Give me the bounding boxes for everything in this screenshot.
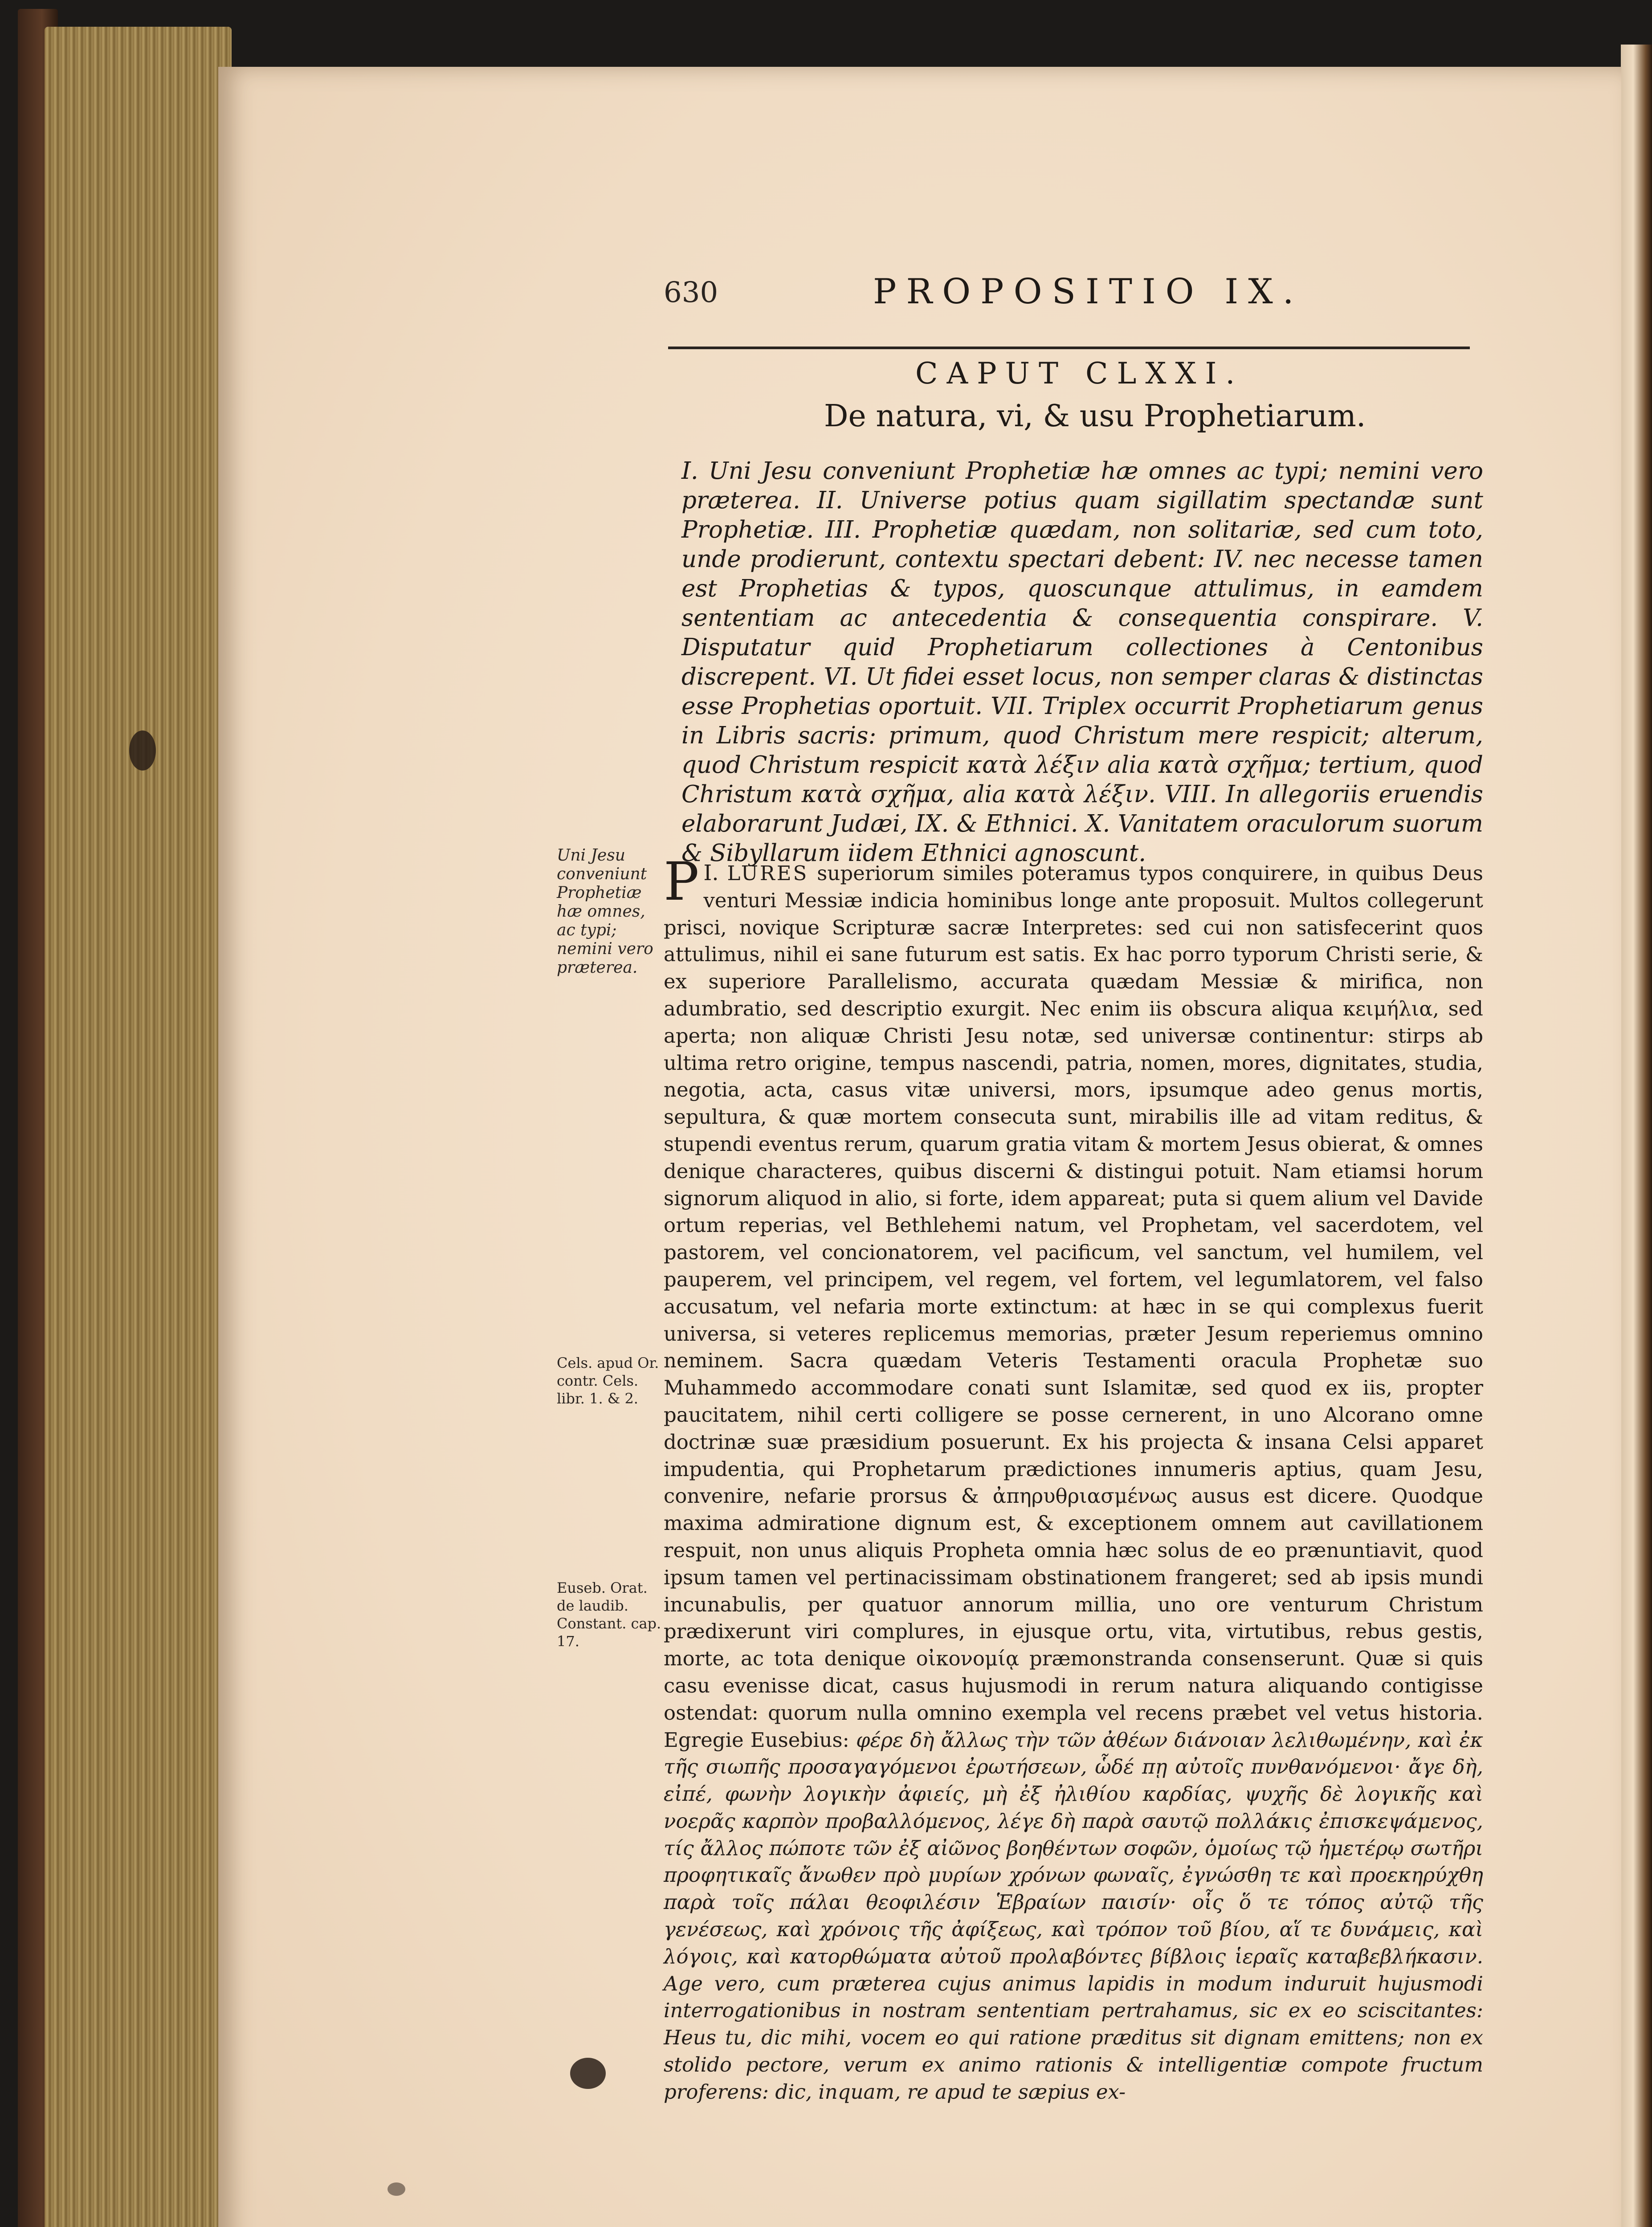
- running-title: PROPOSITIO IX.: [873, 272, 1304, 312]
- body-text: [664, 851, 1483, 2106]
- lead-word: LURES: [727, 861, 809, 885]
- chapter-summary: I. Uni Jesu conveniunt Prophetiæ hæ omnes ac typi; nemini vero præterea. II. Universe potius quam sigillatim spectandæ sunt Prophetiæ. III. Prophetiæ quædam, non solitariæ, sed cum toto, unde prodierunt, contextu spectari debent: IV. nec necesse tamen est Prophetias & typos, quoscunque attulimus, in eamdem sententiam ac antecedentia & consequentia conspirare. V. Disputatur quid Prophetiarum collectiones à Centonibus discrepent. VI. Ut fidei esset locus, non semper claras & distinctas esse Prophetias oportuit. VII. Triplex occurrit Prophetiarum genus in Libris sacris: primum, quod Christum mere respicit; alterum, quod Christum respicit κατὰ λέξιν alia κατὰ σχῆμα; tertium, quod Christum κατὰ σχῆμα, alia κατὰ λέξιν. VIII. In allegoriis eruendis elaborarunt Judæi, IX. & Ethnici. X. Vanitatem oraculorum suorum & Sibyllarum iidem Ethnici agnoscunt.: [681, 457, 1483, 867]
- section-number: I.: [703, 861, 719, 885]
- margin-note-3: Euseb. Orat. de laudib. Constant. cap. 17.: [557, 1579, 661, 1650]
- margin-note-2: Cels. apud Or. contr. Cels. libr. 1. & 2.: [557, 1354, 659, 1407]
- ink-stain: [129, 730, 156, 771]
- margin-note-1: Uni Jesu conveniunt Prophetiæ hæ omnes, ac typi; nemini vero præterea.: [557, 846, 653, 977]
- chapter-title: De natura, vi, & usu Prophetiarum.: [824, 399, 1366, 434]
- greek-quotation: φέρε δὴ ἄλλως τὴν τῶν ἀθέων διάνοιαν λελιθωμένην, καὶ ἐκ τῆς σιωπῆς προσαγαγόμενοι ἐρωτήσεων, ὧδέ πῃ αὐτοῖς πυνθανόμενοι· ἄγε δὴ, εἰπέ, φωνὴν λογικὴν ἀφιείς, μὴ ἐξ ἠλιθίου καρδίας, ψυχῆς δὲ λογικῆς καὶ νοερᾶς καρπὸν προβαλλόμενος, λέγε δὴ παρὰ σαυτῷ πολλάκις ἐπισκεψάμενος, τίς ἄλλος πώποτε τῶν ἐξ αἰῶνος βοηθέντων σοφῶν, ὁμοίως τῷ ἡμετέρῳ σωτῆρι προφητικαῖς ἄνωθεν πρὸ μυρίων χρόνων φωναῖς, ἐγνώσθη τε καὶ προεκηρύχθη παρὰ τοῖς πάλαι θεοφιλέσιν Ἑβραίων παισίν· οἷς ὅ τε τόπος αὐτῷ τῆς γενέσεως, καὶ χρόνοις τῆς ἀφίξεως, καὶ τρόπον τοῦ βίου, αἵ τε δυνάμεις, καὶ λόγοις, καὶ κατορθώματα αὐτοῦ προλαβόντες βίβλοις ἱεραῖς καταβεβλήκασιν.: [664, 1728, 1483, 1968]
- page-number: 630: [664, 276, 718, 309]
- drop-capital: P: [664, 851, 699, 912]
- page-block-edge: [45, 27, 232, 2227]
- body-paragraph: superiorum similes poteramus typos conquirere, in quibus Deus venturi Messiæ indicia hominibus longe ante proposuit. Multos collegerunt prisci, novique Scripturæ sacræ Interpretes: sed cui non satisfecerint quos attulimus, nihil ei sane futurum est satis. Ex hac porro typorum Christi serie, & ex superiore Parallelismo, accurata quædam Messiæ & mirifica, non adumbratio, sed descriptio exurgit. Nec enim iis obscura aliqua κειμήλια, sed aperta; non aliquæ Christi Jesu notæ, sed universæ continentur: stirps ab ultima retro origine, tempus nascendi, patria, nomen, mores, dignitates, studia, negotia, acta, casus vitæ universi, mors, ipsumque adeo genus mortis, sepultura, & quæ mortem consecuta sunt, mirabilis ille ad vitam reditus, & stupendi eventus rerum, quarum gratia vitam & mortem Jesus obierat, & omnes denique characteres, quibus discerni & distingui potuit. Nam etiamsi horum signorum aliquod in alio, si forte, idem appareat; puta si quem alium vel Davide ortum reperias, vel Bethlehemi natum, vel Prophetam, vel sacerdotem, vel pastorem, vel concionatorem, vel pacificum, vel sanctum, vel humilem, vel pauperem, vel principem, vel regem, vel fortem, vel legumlatorem, vel falso accusatum, vel nefaria morte extinctum: at hæc in se qui complexus fuerit universa, si veteres replicemus memorias, præter Jesum reperiemus omnino neminem. Sacra quædam Veteris Testamenti oracula Prophetæ suo Muhammedo accommodare conati sunt Islamitæ, sed quod ex iis, propter paucitatem, nihil certi colligere se posse cernerent, in uno Alcorano omne doctrinæ suæ præsidium posuerunt. Ex his projecta & insana Celsi apparet impudentia, qui Prophetarum prædictiones innumeris aptius, quam Jesu, convenire, nefarie prorsus & ἀπηρυθριασμένως ausus est dicere. Quodque maxima admiratione dignum est, & exceptionem omnem aut cavillationem respuit, non unus aliquis Propheta omnia hæc solus de eo prænuntiavit, quod ipsum tamen vel pertinacissimam obstinationem frangeret; sed ab ipsis mundi incunabulis, per quatuor annorum millia, uno ore venturum Christum prædixerunt viri complures, in ejusque ortu, vita, virtutibus, rebus gestis, morte, ac tota denique οἰκονομίᾳ præmonstranda consenserunt. Quæ si quis casu evenisse dicat, casus hujusmodi in rerum natura aliquando contigisse ostendat: quorum nulla omnino exempla vel recens præbet vel vetus historia. Egregie Eusebius:: [664, 861, 1483, 1752]
- chapter-number: CAPUT CLXXI.: [915, 356, 1244, 391]
- facing-page-edge: [1621, 45, 1652, 2227]
- ink-stain: [388, 2182, 405, 2196]
- ink-stain: [570, 2058, 606, 2089]
- header-rule: [668, 347, 1470, 349]
- latin-translation: Age vero, cum præterea cujus animus lapidis in modum induruit hujusmodi interrogationibus in nostram sententiam pertrahamus, sic ex eo sciscitantes: Heus tu, dic mihi, vocem eo qui ratione præditus sit dignam emittens; non ex stolido pectore, verum ex animo rationis & intelligentiæ compote fructum proferens: dic, inquam, re apud te sæpius ex-: [664, 1971, 1483, 2104]
